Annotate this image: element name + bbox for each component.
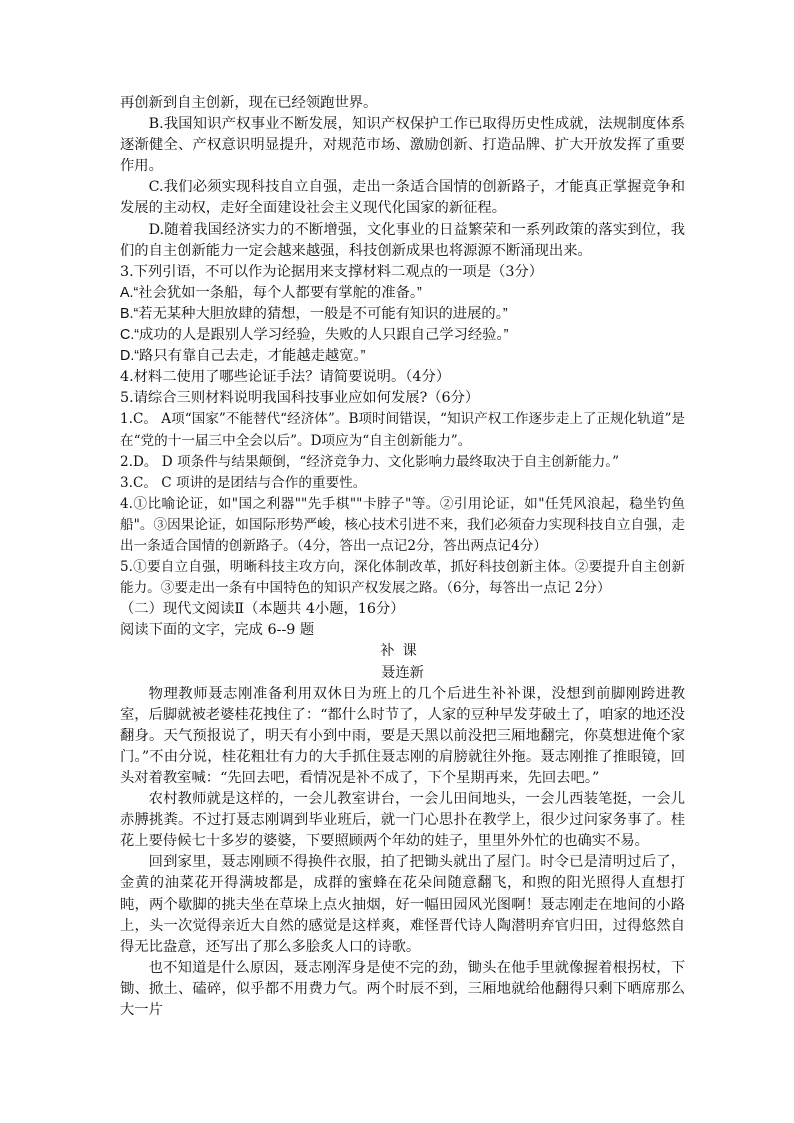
question-3-option-b: B.“若无某种大胆放肆的猜想，一般是不可能有知识的进展的。” [120, 305, 508, 322]
question-3-option-a: A.“社会犹如一条船，每个人都要有掌舵的准备。” [120, 284, 422, 301]
answer-3: 3.C。 C 项讲的是团结与合作的重要性。 [120, 474, 367, 491]
answer-5: 5.①要自立自强，明晰科技主攻方向，深化体制改革，抓好科技创新主体。②要提升自主创新能力。③要走出一条有中国特色的知识产权发展之路。（6分，每答出一点记 2分） [120, 559, 685, 597]
option-b: B.我国知识产权事业不断发展，知识产权保护工作已取得历史性成就，法规制度体系逐渐健全、产权意识明显提升，对规范市场、激励创新、打造品牌、扩大开放发挥了重要作用。 [120, 116, 685, 175]
section-heading: （二）现代文阅读Ⅱ（本题共 4小题，16分） [120, 601, 405, 618]
story-author: 聂连新 [381, 664, 424, 681]
question-3-option-d: D.“路只有靠自己去走，才能越走越宽。” [120, 348, 366, 365]
option-a-continuation: 再创新到自主创新，现在已经领跑世界。 [120, 95, 378, 111]
answer-1: 1.C。 A项“国家”不能替代“经济体”。B项时间错误，“知识产权工作逐步走上了正规化轨道”是在“党的十一届三中全会以后”。D项应为“自主创新能力”。 [120, 411, 685, 449]
answer-4: 4.①比喻论证，如"国之利器""先手棋""卡脖子"等。②引用论证，如"任凭风浪起，稳坐钓鱼船"。③因果论证，如国际形势严峻，核心技术引进不来，我们必须奋力实现科技自立自强，走出一条适合国情的创新路子。（4分，答出一点记2分，答出两点记4分） [120, 495, 685, 554]
answer-2: 2.D。 D 项条件与结果颠倒，“经济竞争力、文化影响力最终取决于自主创新能力。” [120, 453, 620, 470]
section-instruction: 阅读下面的文字，完成 6--9 题 [120, 622, 315, 639]
question-3-option-c: C.“成功的人是跟别人学习经验，失败的人只跟自己学习经验。” [120, 327, 509, 344]
story-paragraph-2: 农村教师就是这样的，一会儿教室讲台，一会儿田间地头，一会儿西装笔挺，一会儿赤膊挑粪。不过打聂志刚调到毕业班后，就一门心思扑在教学上，很少过问家务事了。桂花上要侍候七十多岁的婆婆，下要照顾两个年幼的娃子，里里外外忙的也确实不易。 [120, 791, 685, 850]
question-5-stem: 5.请综合三则材料说明我国科技事业应如何发展?（6分） [120, 390, 480, 407]
question-4-stem: 4.材料二使用了哪些论证手法？请简要说明。（4分） [120, 369, 451, 386]
option-c: C.我们必须实现科技自立自强，走出一条适合国情的创新路子，才能真正掌握竞争和发展的主动权，走好全面建设社会主义现代化国家的新征程。 [120, 179, 685, 217]
story-paragraph-4: 也不知道是什么原因，聂志刚浑身是使不完的劲，锄头在他手里就像握着根拐杖，下锄、掀土、磕碎，似乎都不用费力气。两个时辰不到，三厢地就给他翻得只剩下晒席那么大一片 [120, 959, 685, 1019]
document-page [120, 93, 685, 1021]
story-paragraph-3: 回到家里，聂志刚顾不得换件衣服，拍了把锄头就出了屋门。时令已是清明过后了，金黄的油菜花开得满坡都是，成群的蜜蜂在花朵间随意翻飞，和煦的阳光照得人直想打盹，两个歇脚的挑夫坐在草垛上点火抽烟，好一幅田园风光图啊！聂志刚走在地间的小路上，头一次觉得亲近大自然的感觉是这样爽，难怪晋代诗人陶潜明弃官归田，过得悠然自得无比盎意，还写出了那么多脍炙人口的诗歌。 [120, 854, 685, 955]
question-3-stem: 3.下列引语，不可以作为论据用来支撑材料二观点的一项是（3分） [120, 263, 544, 280]
story-title: 补课 [380, 643, 425, 660]
option-d: D.随着我国经济实力的不断增强，文化事业的日益繁荣和一系列政策的落实到位，我们的自主创新能力一定会越来越强，科技创新成果也将源源不断涌现出来。 [120, 221, 685, 259]
story-paragraph-1: 物理教师聂志刚准备利用双休日为班上的几个后进生补补课，没想到前脚刚跨进教室，后脚就被老婆桂花拽住了：“都什么时节了，人家的豆种早发芽破土了，咱家的地还没翻身。天气预报说了，明天有小到中雨，要是天黑以前没把三厢地翻完，你莫想进俺个家门。”不由分说，桂花粗壮有力的大手抓住聂志刚的肩膀就往外拖。聂志刚推了推眼镜，回头对着教室喊：“先回去吧，看情况是补不成了，下个星期再来，先回去吧。” [120, 685, 685, 786]
